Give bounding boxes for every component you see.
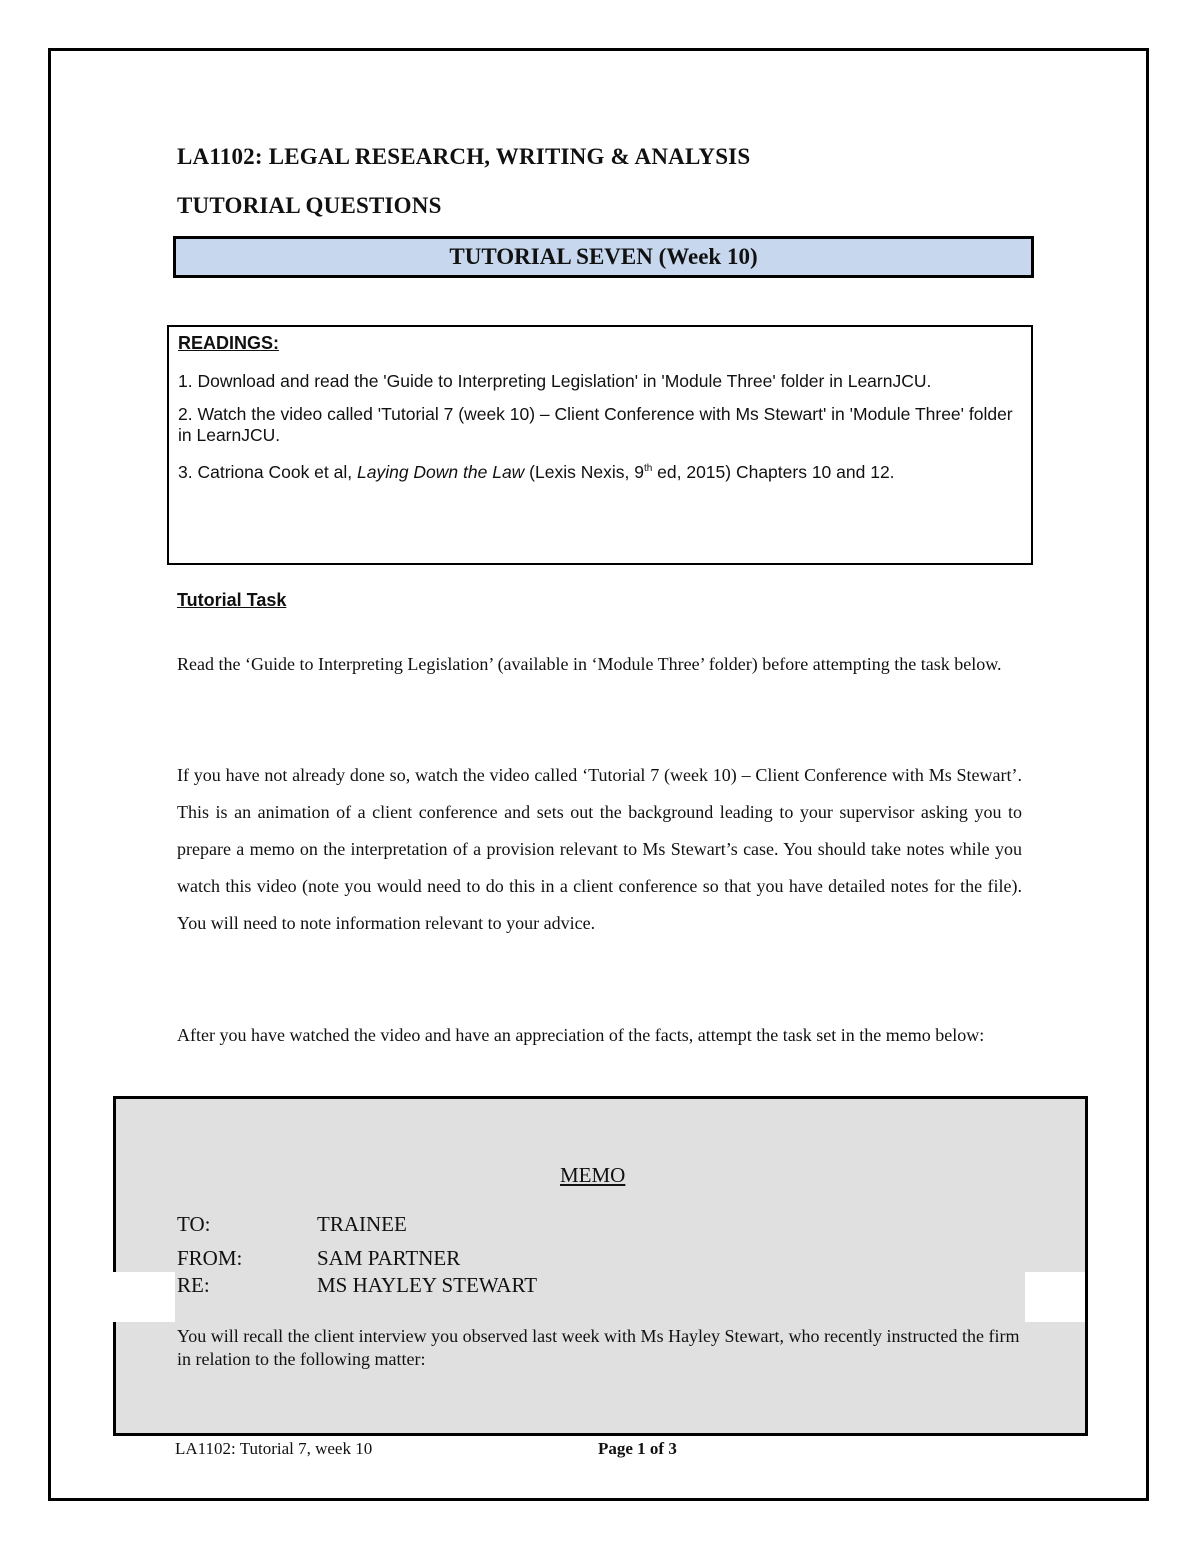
memo-body: You will recall the client interview you observed last week with Ms Hayley Stewart, who recently instructed the firm in relation to the following matter: bbox=[177, 1326, 1020, 1369]
reading-item-3-mid: (Lexis Nexis, 9 bbox=[524, 461, 644, 482]
reading-item-2: 2. Watch the video called 'Tutorial 7 (week 10) – Client Conference with Ms Stewart' in 'Module Three' folder in LearnJCU. bbox=[178, 404, 1013, 445]
memo-to-value: TRAINEE bbox=[317, 1212, 407, 1236]
tutorial-banner: TUTORIAL SEVEN (Week 10) bbox=[173, 236, 1034, 278]
memo-notch-left bbox=[113, 1272, 175, 1322]
memo-from-value: SAM PARTNER bbox=[317, 1246, 461, 1270]
memo-from-row bbox=[177, 1246, 460, 1271]
reading-item-3-prefix: 3. Catriona Cook et al, bbox=[178, 461, 357, 482]
footer-course: LA1102: Tutorial 7, week 10 bbox=[175, 1439, 373, 1458]
memo-notch-right bbox=[1025, 1272, 1085, 1322]
task-paragraph-2: If you have not already done so, watch the video called ‘Tutorial 7 (week 10) – Client Conference with Ms Stewart’. This is an animation of a client conference and sets out the background leading to your supervisor asking you to prepare a memo on the interpretation of a provision relevant to Ms Stewart’s case. You should take notes while you watch this video (note you would need to do this in a client conference so that you have detailed notes for the file). You will need to note information relevant to your advice. bbox=[177, 765, 1022, 933]
readings-box bbox=[167, 325, 1033, 565]
memo-to-label: TO: bbox=[177, 1212, 211, 1236]
reading-item-3 bbox=[178, 458, 1021, 483]
readings-label: READINGS: bbox=[178, 333, 280, 353]
memo-to-row bbox=[177, 1212, 407, 1237]
footer-page-number: Page 1 of 3 bbox=[598, 1439, 677, 1458]
reading-item-1: 1. Download and read the 'Guide to Interpreting Legislation' in 'Module Three' folder in LearnJCU. bbox=[178, 371, 932, 391]
memo-title: MEMO bbox=[560, 1163, 626, 1187]
memo-from-label: FROM: bbox=[177, 1246, 243, 1270]
reading-item-3-suffix: ed, 2015) Chapters 10 and 12. bbox=[652, 461, 895, 482]
task-paragraph-3: After you have watched the video and have an appreciation of the facts, attempt the task set in the memo below: bbox=[177, 1025, 985, 1045]
course-title: LA1102: LEGAL RESEARCH, WRITING & ANALYSIS bbox=[177, 144, 751, 169]
reading-item-3-title: Laying Down the Law bbox=[356, 461, 525, 482]
page-subtitle: TUTORIAL QUESTIONS bbox=[177, 193, 442, 218]
task-paragraph-1: Read the ‘Guide to Interpreting Legislation’ (available in ‘Module Three’ folder) before attempting the task below. bbox=[177, 654, 1002, 674]
task-title: Tutorial Task bbox=[177, 590, 287, 610]
memo-re-row bbox=[177, 1273, 537, 1298]
memo-re-label: RE: bbox=[177, 1273, 210, 1297]
memo-re-value: MS HAYLEY STEWART bbox=[317, 1273, 538, 1297]
reading-item-3-sup: th bbox=[643, 463, 653, 474]
